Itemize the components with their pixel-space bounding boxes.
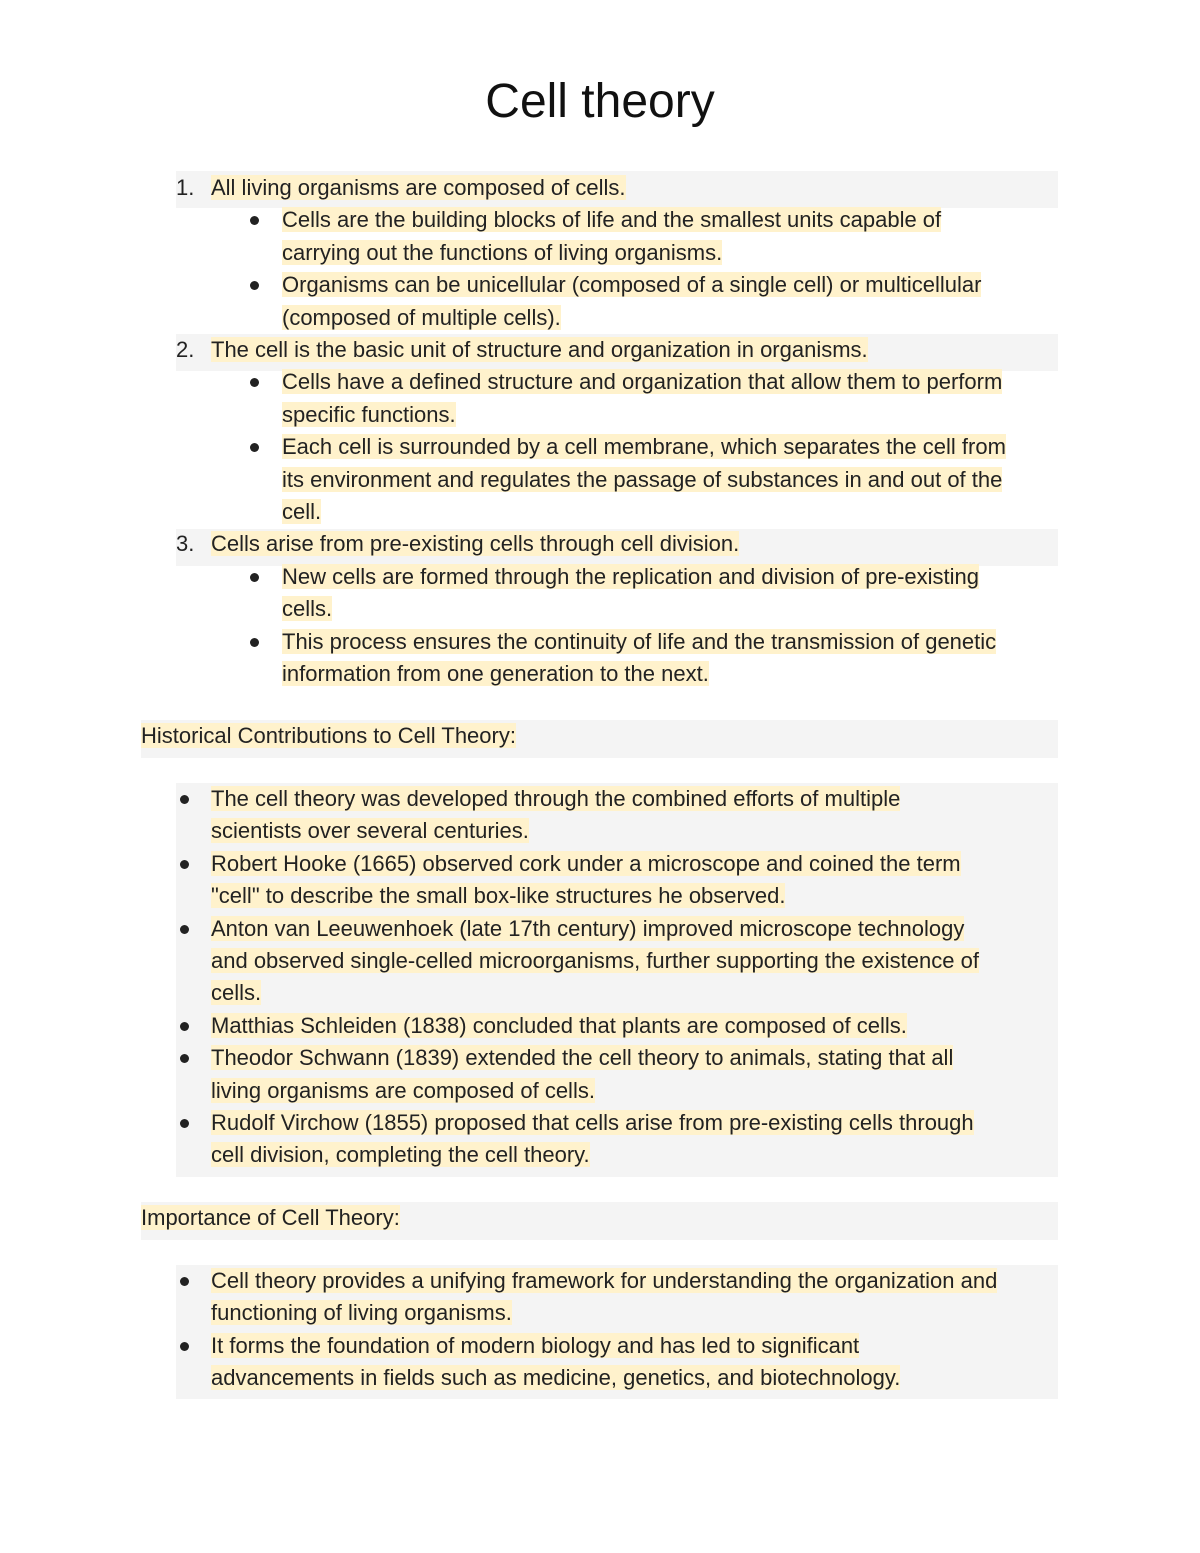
list-item-3-bullet-1-line-2-text: cells. [282,596,333,622]
list-item-1-bullet-2-line-2 [282,302,561,334]
historical-heading [141,720,516,752]
list-item-3-bullet-1-line-1 [282,561,979,593]
list-item-3 [211,528,739,560]
historical-bullet-3-line-1 [211,913,964,945]
historical-bullet-1-line-1-text: The cell theory was developed through the combined efforts of multiple [211,786,901,811]
historical-heading-text: Historical Contributions to Cell Theory: [141,723,516,748]
list-item-2-bullet-2-line-2-text: its environment and regulates the passage of substances in and out of the [282,466,1003,492]
list-item-2-text: The cell is the basic unit of structure and organization in organisms. [211,337,868,362]
list-item-1-bullet-2-line-1 [282,269,981,301]
list-item-3-bullet-1-line-1-text: New cells are formed through the replication and division of pre-existing [282,563,980,589]
list-item-2 [211,334,868,366]
historical-bullet-5-line-2 [211,1075,595,1107]
historical-bullet-3-line-1-text: Anton van Leeuwenhoek (late 17th century) improved microscope technology [211,915,965,941]
historical-bullet-6-line-1 [211,1107,974,1139]
bullet-icon [180,1342,189,1351]
historical-bullet-5-line-1-text: Theodor Schwann (1839) extended the cell theory to animals, stating that all [211,1045,954,1071]
importance-bullet-2-line-2 [211,1362,900,1394]
list-item-1-number: 1. [176,175,195,200]
list-item-1-bullet-1-line-2-text: carrying out the functions of living organisms. [282,239,723,265]
historical-bullet-3-line-3-text: cells. [211,980,262,1006]
historical-bullet-1-line-2 [211,815,529,847]
list-item-2-bullet-2-line-2 [282,464,1002,496]
list-item-1-bullet-2-line-2-text: (composed of multiple cells). [282,304,561,330]
list-item-2-bullet-1-line-1-text: Cells have a defined structure and organization that allow them to perform [282,369,1003,395]
historical-bullet-4-line-1-text: Matthias Schleiden (1838) concluded that plants are composed of cells. [211,1012,907,1038]
historical-bullet-4-line-1 [211,1010,907,1042]
historical-bullet-5-line-2-text: living organisms are composed of cells. [211,1077,595,1103]
bullet-icon [250,638,259,647]
historical-bullet-6-line-2-text: cell division, completing the cell theory. [211,1142,590,1168]
importance-bullet-1-line-1-text: Cell theory provides a unifying framework for understanding the organization and [211,1268,998,1293]
importance-bullet-1-line-1 [211,1265,997,1297]
list-item-1-bullet-1-line-1 [282,204,941,236]
bullet-icon [250,281,259,290]
bullet-icon [180,925,189,934]
bullet-icon [180,860,189,869]
list-item-2-bullet-2-line-3-text: cell. [282,499,322,524]
historical-bullet-2-line-1 [211,848,961,880]
historical-bullet-6-line-2 [211,1139,590,1171]
importance-bullet-2-line-1 [211,1330,859,1362]
bullet-icon [250,573,259,582]
historical-bullet-3-line-2-text: and observed single-celled microorganisms, further supporting the existence of [211,948,979,973]
list-item-3-text: Cells arise from pre-existing cells through cell division. [211,531,740,557]
historical-bullet-3-line-3 [211,977,261,1009]
list-item-2-bullet-1-line-2-text: specific functions. [282,401,456,427]
list-item-2-bullet-1-line-2 [282,399,456,431]
historical-bullet-2-line-2-text: "cell" to describe the small box-like structures he observed. [211,883,786,909]
historical-bullet-6-line-1-text: Rudolf Virchow (1855) proposed that cells arise from pre-existing cells through [211,1110,974,1135]
list-item-3-bullet-2-line-1 [282,626,996,658]
list-item-2-bullet-2-line-3 [282,496,321,528]
importance-heading-text: Importance of Cell Theory: [141,1205,400,1230]
historical-bullet-1-line-2-text: scientists over several centuries. [211,818,529,844]
historical-bullet-2-line-2 [211,880,785,912]
list-item-1-text: All living organisms are composed of cells. [211,175,626,200]
page-title: Cell theory [485,75,715,128]
importance-bullet-1-line-2-text: functioning of living organisms. [211,1300,512,1326]
list-item-1-bullet-1-line-1-text: Cells are the building blocks of life and the smallest units capable of [282,207,942,233]
historical-bullet-2-line-1-text: Robert Hooke (1665) observed cork under a microscope and coined the term [211,850,961,876]
list-item-3-bullet-1-line-2 [282,593,332,625]
bullet-icon [180,1119,189,1128]
list-item-1-bullet-2-line-1-text: Organisms can be unicellular (composed of a single cell) or multicellular [282,272,982,298]
list-item-3-number: 3. [176,531,195,557]
historical-bullet-3-line-2 [211,945,979,977]
bullet-icon [250,378,259,387]
importance-bullet-1-line-2 [211,1297,512,1329]
bullet-icon [250,216,259,225]
bullet-icon [180,795,189,804]
historical-bullet-5-line-1 [211,1042,953,1074]
list-item-3-bullet-2-line-2-text: information from one generation to the next. [282,661,709,686]
historical-bullet-1-line-1 [211,783,900,815]
list-item-1-bullet-1-line-2 [282,237,722,269]
importance-bullet-2-line-2-text: advancements in fields such as medicine, genetics, and biotechnology. [211,1365,901,1391]
list-item-3-bullet-2-line-2 [282,658,709,690]
bullet-icon [180,1022,189,1031]
list-item-2-bullet-2-line-1 [282,431,1006,463]
list-item-2-number: 2. [176,337,195,362]
list-item-3-bullet-2-line-1-text: This process ensures the continuity of life and the transmission of genetic [282,628,997,654]
bullet-icon [180,1277,189,1286]
importance-bullet-2-line-1-text: It forms the foundation of modern biology and has led to significant [211,1332,860,1358]
list-item-2-bullet-1-line-1 [282,366,1002,398]
list-item-2-bullet-2-line-1-text: Each cell is surrounded by a cell membrane, which separates the cell from [282,434,1006,460]
importance-heading [141,1202,400,1234]
list-item-1 [211,172,626,204]
bullet-icon [250,443,259,452]
